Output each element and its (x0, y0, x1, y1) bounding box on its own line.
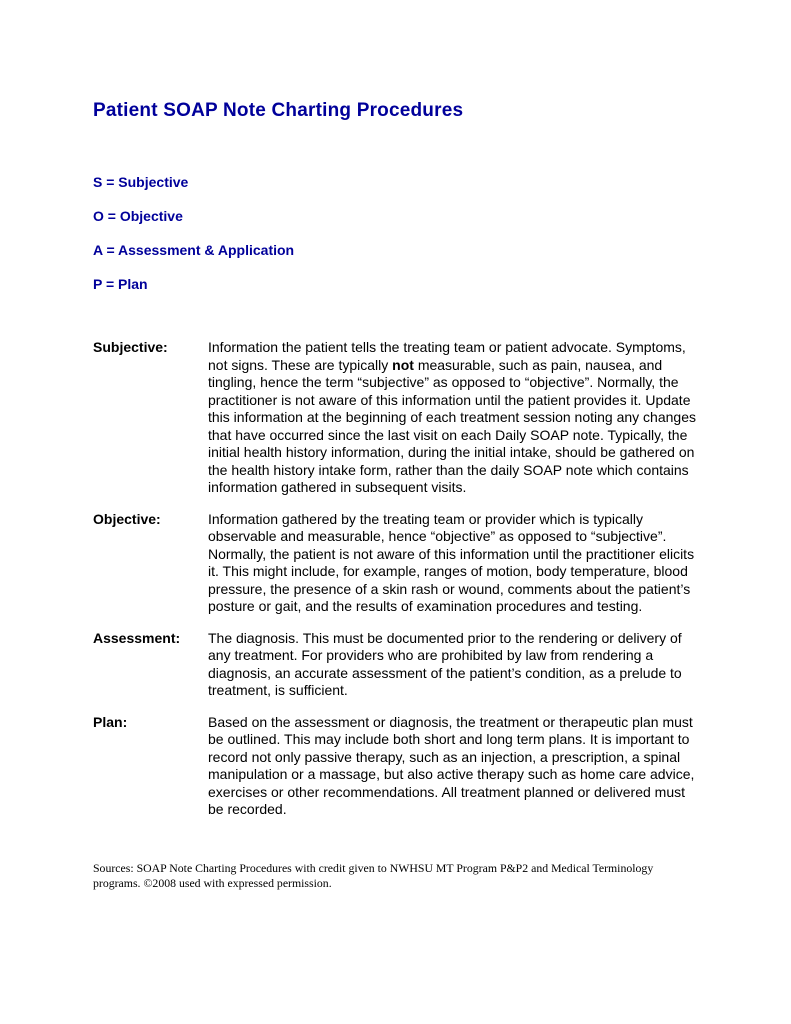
body-text-post: measurable, such as pain, nausea, and tingling, hence the term “subjective” as opposed to “objective”. Normally, the practitioner is not aware of this information until the patient provides it. Update this information at the beginning of each treatment session noting any changes that have occurred since the last visit on each Daily SOAP note. Typically, the initial health history information, during the initial intake, should be gathered on the health history intake form, rather than the daily SOAP note which contains information gathered in subsequent visits. (208, 356, 696, 495)
section-plan-body (208, 714, 698, 819)
page-title: Patient SOAP Note Charting Procedures (93, 100, 464, 121)
section-plan (93, 714, 698, 819)
section-assessment-body (208, 630, 698, 700)
soap-legend (93, 174, 698, 293)
section-subjective (93, 339, 698, 497)
legend-item-plan: P = Plan (93, 276, 148, 292)
section-objective-label: Objective: (93, 510, 161, 527)
body-text-bold: not (392, 356, 414, 373)
body-text-pre: The diagnosis. This must be documented prior to the rendering or delivery of any treatment. For providers who are prohibited by law from rendering a diagnosis, an accurate assessment of the patient’s condition, as a prelude to treatment, is sufficient. (208, 629, 682, 698)
source-note: Sources: SOAP Note Charting Procedures with credit given to NWHSU MT Program P&P2 and Medical Terminology programs. ©2008 used with expressed permission. (93, 860, 654, 890)
section-subjective-label: Subjective: (93, 339, 168, 355)
section-subjective-body (208, 339, 698, 497)
legend-item-subjective: S = Subjective (93, 174, 189, 190)
section-assessment (93, 630, 698, 700)
legend-item-objective: O = Objective (93, 208, 183, 224)
legend-item-assessment: A = Assessment & Application (93, 242, 295, 258)
section-objective-body (208, 511, 698, 616)
body-text-pre: Information gathered by the treating team or provider which is typically observable and measurable, hence “objective” as opposed to “subjective”. Normally, the patient is not aware of this information until the practitioner elicits it. This might include, for example, ranges of motion, body temperature, blood pressure, the presence of a skin rash or wound, comments about the patient’s posture or gait, and the results of examination procedures and testing. (208, 510, 695, 614)
body-text-pre: Based on the assessment or diagnosis, the treatment or therapeutic plan must be outlined. This may include both short and long term plans. It is important to record not only passive therapy, such as an injection, a prescription, a spinal manipulation or a massage, but also active therapy such as home care advice, exercises or other recommendations. All treatment planned or delivered must be recorded. (208, 713, 695, 817)
section-assessment-label: Assessment: (93, 629, 181, 646)
definition-sections (93, 339, 698, 819)
body-text-pre: Information the patient tells the treating team or patient advocate. Symptoms, not signs. These are typically (208, 339, 686, 373)
section-objective (93, 511, 698, 616)
section-plan-label: Plan: (93, 713, 128, 730)
